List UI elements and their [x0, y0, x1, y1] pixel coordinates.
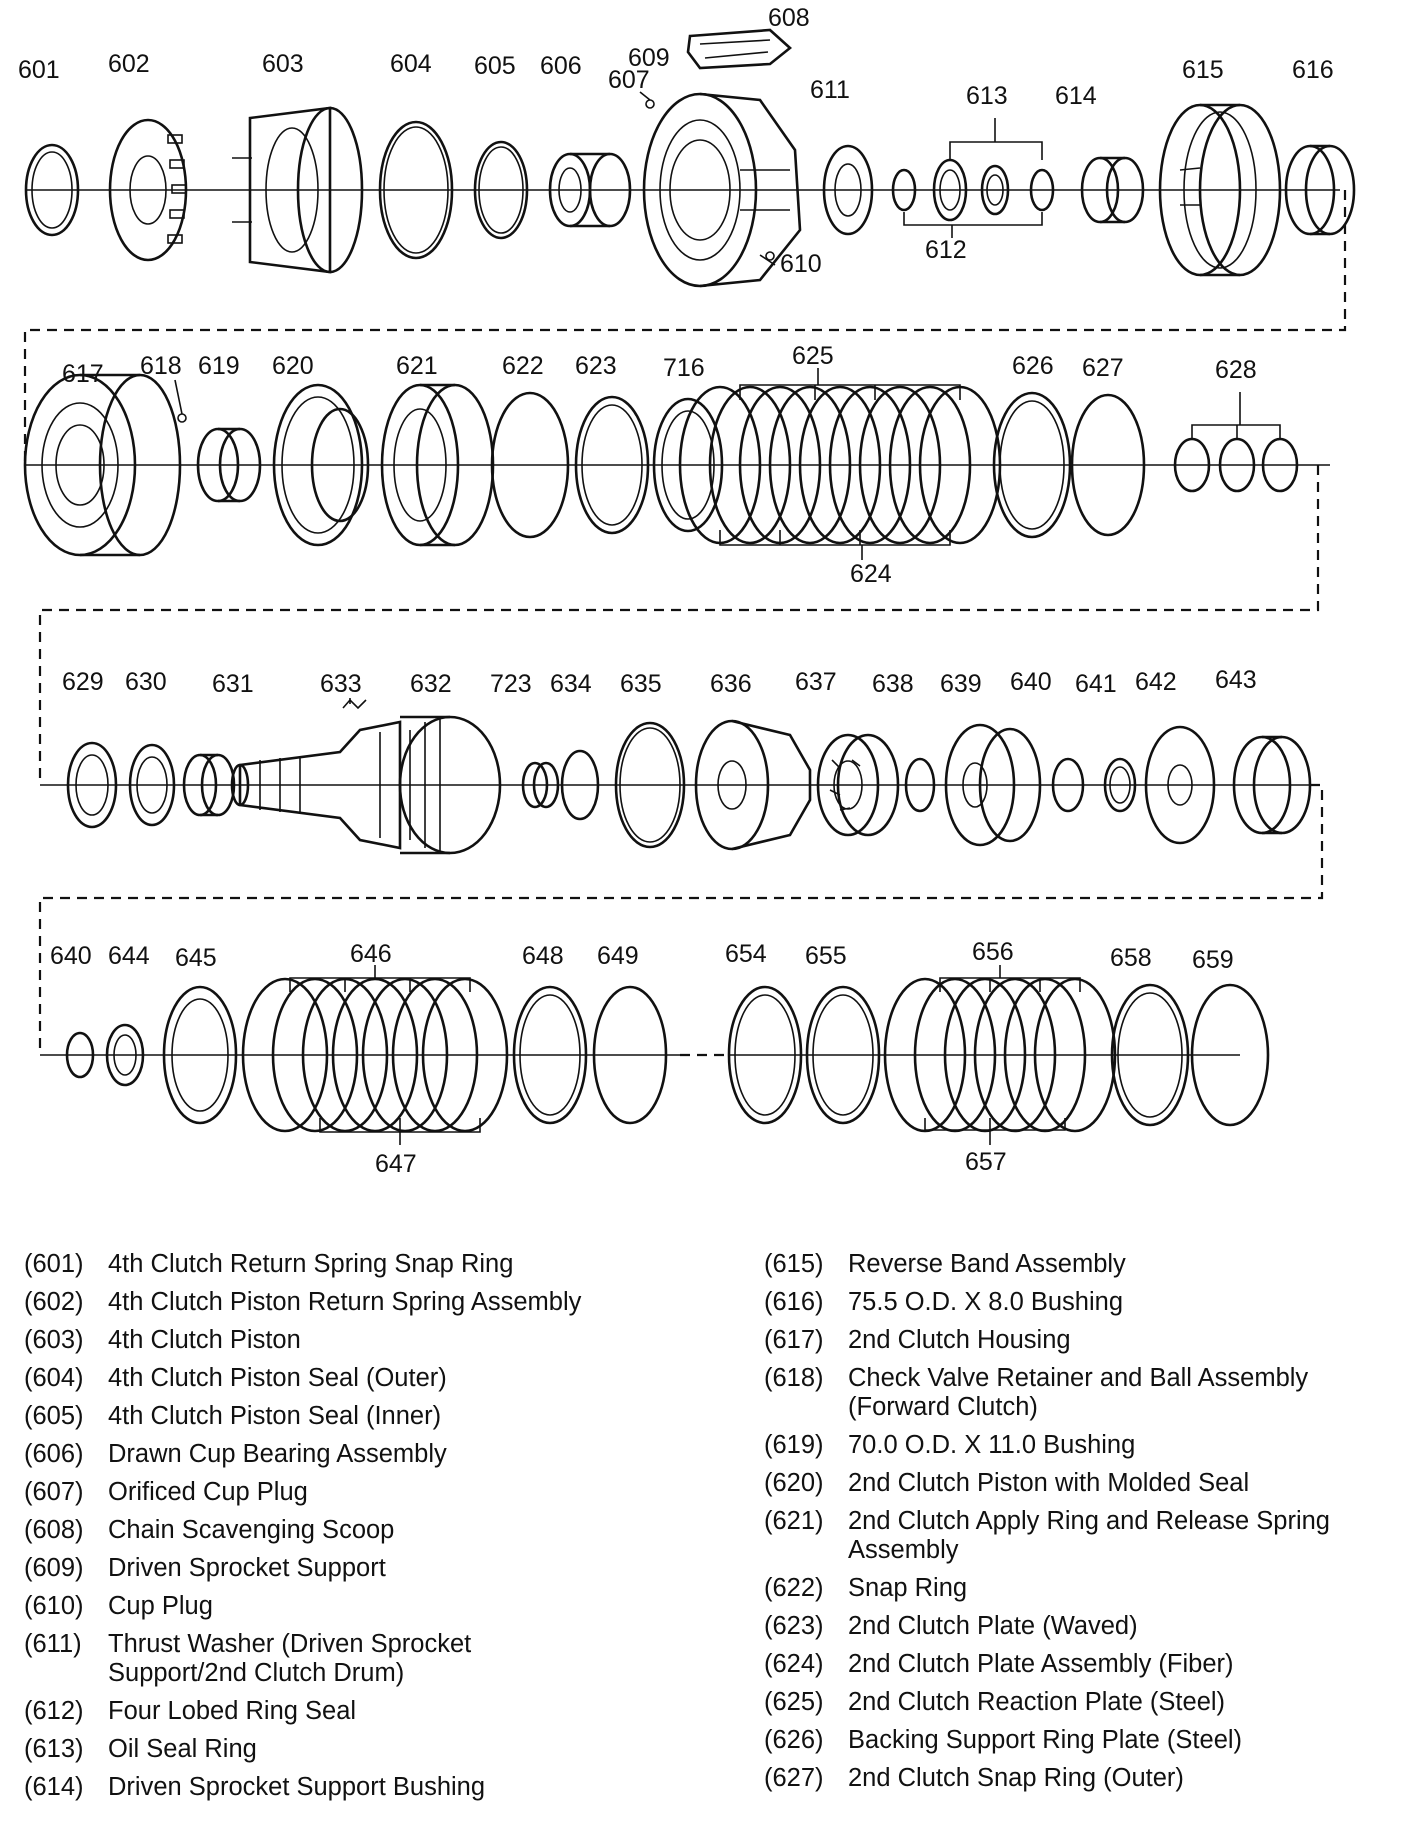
legend-item — [24, 1516, 744, 1545]
callout: 638 — [872, 670, 914, 698]
legend-description: Reverse Band Assembly — [848, 1250, 1126, 1278]
legend-number: (621) — [764, 1507, 824, 1535]
callout: 621 — [396, 352, 438, 380]
callout: 624 — [850, 560, 892, 588]
callout: 631 — [212, 670, 254, 698]
legend-description: Check Valve Retainer and Ball Assembly (Forward Clutch) — [848, 1364, 1309, 1421]
legend-item — [24, 1773, 744, 1802]
callout: 643 — [1215, 666, 1257, 694]
callout: 617 — [62, 360, 104, 388]
callout: 616 — [1292, 56, 1334, 84]
legend-number: (627) — [764, 1764, 824, 1792]
legend-item — [764, 1688, 1404, 1717]
legend-column-right — [764, 1250, 1404, 1802]
legend-description: 4th Clutch Piston Return Spring Assembly — [108, 1288, 582, 1316]
legend-item — [764, 1364, 1404, 1422]
legend-item — [764, 1650, 1404, 1679]
legend-description: 4th Clutch Return Spring Snap Ring — [108, 1250, 514, 1278]
callout: 635 — [620, 670, 662, 698]
callout: 629 — [62, 668, 104, 696]
callout: 625 — [792, 342, 834, 370]
legend-description: 2nd Clutch Apply Ring and Release Spring Assembly — [848, 1507, 1330, 1564]
legend-description: Thrust Washer (Driven Sprocket Support/2nd Clutch Drum) — [108, 1630, 472, 1687]
callout: 603 — [262, 50, 304, 78]
legend-number: (624) — [764, 1650, 824, 1678]
legend-description: 4th Clutch Piston — [108, 1326, 301, 1354]
legend-number: (605) — [24, 1402, 84, 1430]
legend-number: (615) — [764, 1250, 824, 1278]
callout: 634 — [550, 670, 592, 698]
callout: 636 — [710, 670, 752, 698]
legend-item — [24, 1250, 744, 1279]
legend-item — [764, 1574, 1404, 1603]
callout: 637 — [795, 668, 837, 696]
legend-number: (614) — [24, 1773, 84, 1801]
legend-number: (622) — [764, 1574, 824, 1602]
callout: 613 — [966, 82, 1008, 110]
callout: 619 — [198, 352, 240, 380]
callout: 614 — [1055, 82, 1097, 110]
callout: 632 — [410, 670, 452, 698]
legend-number: (608) — [24, 1516, 84, 1544]
legend-item — [764, 1507, 1404, 1565]
callout: 645 — [175, 944, 217, 972]
legend-item — [24, 1592, 744, 1621]
callout: 640 — [1010, 668, 1052, 696]
legend-item — [24, 1478, 744, 1507]
part-613 — [934, 118, 1042, 220]
callout: 654 — [725, 940, 767, 968]
legend-description: 4th Clutch Piston Seal (Inner) — [108, 1402, 442, 1430]
legend-description: 2nd Clutch Piston with Molded Seal — [848, 1469, 1250, 1497]
callout: 615 — [1182, 56, 1224, 84]
callout: 716 — [663, 354, 705, 382]
legend-number: (610) — [24, 1592, 84, 1620]
part-607 — [646, 100, 654, 108]
legend-number: (620) — [764, 1469, 824, 1497]
callout: 602 — [108, 50, 150, 78]
legend-item — [24, 1288, 744, 1317]
legend-item — [764, 1764, 1404, 1793]
legend-number: (609) — [24, 1554, 84, 1582]
legend-number: (623) — [764, 1612, 824, 1640]
legend-description: 2nd Clutch Plate Assembly (Fiber) — [848, 1650, 1234, 1678]
legend-number: (611) — [24, 1630, 82, 1658]
callout-labels — [18, 4, 1334, 1178]
callout: 622 — [502, 352, 544, 380]
legend-item — [764, 1250, 1404, 1279]
legend-description: 70.0 O.D. X 11.0 Bushing — [848, 1431, 1136, 1459]
callout: 604 — [390, 50, 432, 78]
legend-item — [24, 1402, 744, 1431]
legend-item — [24, 1630, 744, 1688]
legend-description: Drawn Cup Bearing Assembly — [108, 1440, 447, 1468]
callout: 623 — [575, 352, 617, 380]
legend-item — [24, 1326, 744, 1355]
legend-number: (619) — [764, 1431, 824, 1459]
legend-item — [764, 1288, 1404, 1317]
part-610 — [766, 252, 774, 260]
part-612 — [893, 170, 1053, 238]
legend-description: Cup Plug — [108, 1592, 213, 1620]
callout: 640 — [50, 942, 92, 970]
callout: 649 — [597, 942, 639, 970]
row-4 — [40, 965, 1268, 1145]
legend-column-left — [24, 1250, 744, 1811]
legend-number: (616) — [764, 1288, 824, 1316]
legend-item — [24, 1364, 744, 1393]
legend-number: (612) — [24, 1697, 84, 1725]
legend-description: 4th Clutch Piston Seal (Outer) — [108, 1364, 447, 1392]
parts-legend — [0, 1250, 1408, 1830]
callout: 601 — [18, 56, 60, 84]
legend-item — [764, 1469, 1404, 1498]
legend-item — [24, 1440, 744, 1469]
legend-item — [24, 1554, 744, 1583]
legend-description: Driven Sprocket Support — [108, 1554, 386, 1582]
legend-number: (604) — [24, 1364, 84, 1392]
legend-item — [764, 1326, 1404, 1355]
callout: 642 — [1135, 668, 1177, 696]
legend-item — [24, 1735, 744, 1764]
legend-number: (613) — [24, 1735, 84, 1763]
legend-description: Four Lobed Ring Seal — [108, 1697, 357, 1725]
callout: 608 — [768, 4, 810, 32]
legend-number: (626) — [764, 1726, 824, 1754]
clutch-pack-624-625 — [680, 368, 1000, 560]
row-2 — [25, 368, 1330, 785]
legend-number: (606) — [24, 1440, 84, 1468]
legend-number: (617) — [764, 1326, 824, 1354]
callout: 633 — [320, 670, 362, 698]
part-633 — [343, 700, 366, 708]
legend-number: (602) — [24, 1288, 84, 1316]
legend-description: Oil Seal Ring — [108, 1735, 257, 1763]
legend-number: (625) — [764, 1688, 824, 1716]
callout: 605 — [474, 52, 516, 80]
legend-number: (601) — [24, 1250, 84, 1278]
callout: 641 — [1075, 670, 1117, 698]
callout: 639 — [940, 670, 982, 698]
part-628 — [1175, 392, 1297, 491]
legend-description: Backing Support Ring Plate (Steel) — [848, 1726, 1243, 1754]
callout: 606 — [540, 52, 582, 80]
legend-description: Orificed Cup Plug — [108, 1478, 308, 1506]
callout: 644 — [108, 942, 150, 970]
callout: 627 — [1082, 354, 1124, 382]
callout: 628 — [1215, 356, 1257, 384]
legend-description: Chain Scavenging Scoop — [108, 1516, 395, 1544]
callout: 610 — [780, 250, 822, 278]
legend-description: Driven Sprocket Support Bushing — [108, 1773, 486, 1801]
legend-number: (618) — [764, 1364, 824, 1392]
row-3 — [40, 700, 1322, 1055]
callout: 611 — [810, 76, 850, 104]
legend-description: 2nd Clutch Snap Ring (Outer) — [848, 1764, 1184, 1792]
callout: 618 — [140, 352, 182, 380]
legend-description: 2nd Clutch Plate (Waved) — [848, 1612, 1138, 1640]
callout: 609 — [628, 44, 670, 72]
legend-description: 75.5 O.D. X 8.0 Bushing — [848, 1288, 1123, 1316]
callout: 630 — [125, 668, 167, 696]
legend-description: 2nd Clutch Housing — [848, 1326, 1071, 1354]
callout: 626 — [1012, 352, 1054, 380]
legend-number: (603) — [24, 1326, 84, 1354]
legend-item — [764, 1431, 1404, 1460]
legend-number: (607) — [24, 1478, 84, 1506]
callout: 647 — [375, 1150, 417, 1178]
callout: 723 — [490, 670, 532, 698]
callout: 658 — [1110, 944, 1152, 972]
callout: 620 — [272, 352, 314, 380]
legend-item — [764, 1612, 1404, 1641]
callout: 612 — [925, 236, 967, 264]
callout: 659 — [1192, 946, 1234, 974]
callout: 656 — [972, 938, 1014, 966]
callout: 655 — [805, 942, 847, 970]
part-608 — [688, 30, 790, 68]
callout: 657 — [965, 1148, 1007, 1176]
legend-item — [24, 1697, 744, 1726]
legend-item — [764, 1726, 1404, 1755]
part-618 — [178, 414, 186, 422]
callout: 607 — [608, 66, 650, 94]
callout: 646 — [350, 940, 392, 968]
legend-description: 2nd Clutch Reaction Plate (Steel) — [848, 1688, 1226, 1716]
callout: 648 — [522, 942, 564, 970]
legend-description: Snap Ring — [848, 1574, 968, 1602]
